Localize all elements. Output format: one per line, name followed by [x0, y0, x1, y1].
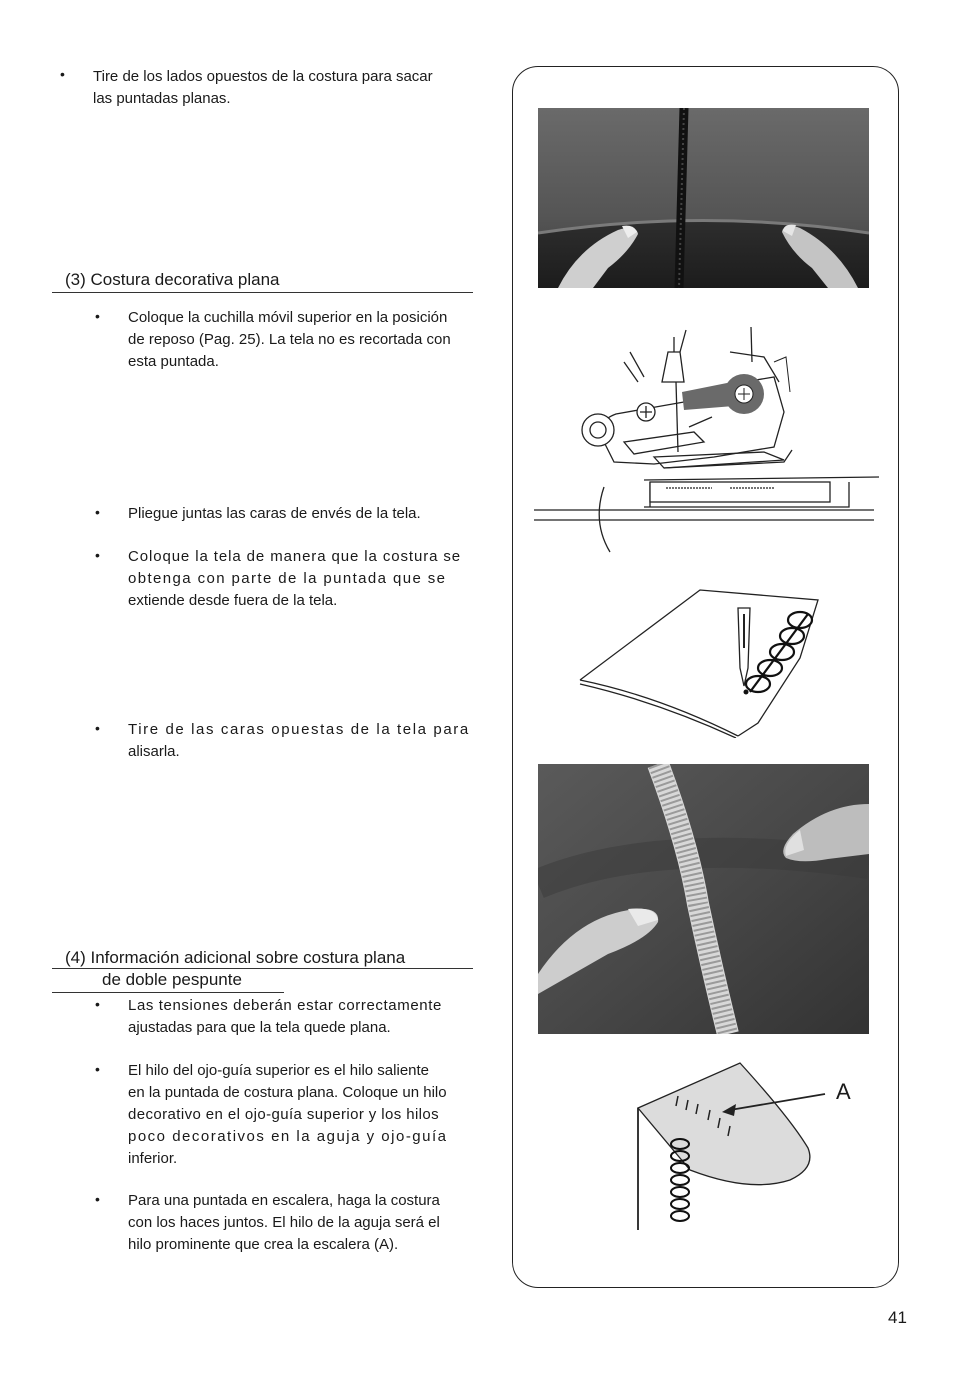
section-3-heading: (3) Costura decorativa plana — [65, 270, 280, 289]
s3-item4-bullet: • — [95, 720, 100, 736]
section-4-heading-line-1: (4) Información adicional sobre costura plana — [65, 948, 406, 967]
s4-item3-line-3: hilo prominente que crea la escalera (A). — [128, 1236, 399, 1253]
s3-item3-bullet: • — [95, 547, 100, 563]
diagram-upper-knife-presser-foot — [534, 322, 880, 554]
photo-flat-seam-closeup — [538, 764, 869, 1034]
s4-item2-line-3: decorativo en el ojo-guía superior y los hilos — [128, 1106, 440, 1123]
s4-item2-line-1: El hilo del ojo-guía superior es el hilo saliente — [128, 1062, 430, 1079]
s3-item4-line-2: alisarla. — [128, 743, 180, 760]
s4-item2-line-5: inferior. — [128, 1150, 178, 1167]
s3-item3-line-2: obtenga con parte de la puntada que se — [128, 570, 447, 587]
s3-item3-line-3: extiende desde fuera de la tela. — [128, 592, 338, 609]
s3-item1-line-1: Coloque la cuchilla móvil superior en la posición — [128, 309, 448, 326]
s3-item2-line-1: Pliegue juntas las caras de envés de la tela. — [128, 505, 421, 522]
s3-item2-bullet: • — [95, 504, 100, 520]
intro-bullet: • — [60, 66, 65, 82]
page-number: 41 — [888, 1308, 907, 1327]
s3-item1-bullet: • — [95, 308, 100, 324]
intro-text-line-1: Tire de los lados opuestos de la costura para sacar — [93, 68, 433, 85]
s4-item1-line-2: ajustadas para que la tela quede plana. — [128, 1019, 391, 1036]
s4-item2-line-2: en la puntada de costura plana. Coloque un hilo — [128, 1084, 447, 1101]
s4-item3-line-1: Para una puntada en escalera, haga la costura — [128, 1192, 440, 1209]
section-3-rule — [52, 292, 473, 293]
s4-item1-bullet: • — [95, 996, 100, 1012]
diagram-ladder-stitch — [630, 1058, 830, 1234]
s3-item1-line-2: de reposo (Pag. 25). La tela no es recortada con — [128, 331, 451, 348]
intro-text-line-2: las puntadas planas. — [93, 90, 231, 107]
s4-item3-bullet: • — [95, 1191, 100, 1207]
s3-item1-line-3: esta puntada. — [128, 353, 219, 370]
figure-label-a: A — [836, 1079, 851, 1104]
photo-flat-seam-pulled — [538, 108, 869, 288]
diagram-folded-fabric-needle — [578, 588, 830, 738]
s3-item4-line-1: Tire de las caras opuestas de la tela para — [128, 721, 470, 738]
s4-item1-line-1: Las tensiones deberán estar correctamente — [128, 997, 442, 1014]
s4-item3-line-2: con los haces juntos. El hilo de la aguja será el — [128, 1214, 440, 1231]
s3-item3-line-1: Coloque la tela de manera que la costura se — [128, 548, 462, 565]
s4-item2-line-4: poco decorativos en la aguja y ojo-guía — [128, 1128, 448, 1145]
section-4-rule-2 — [52, 992, 284, 993]
section-4-heading-line-2: de doble pespunte — [102, 970, 242, 989]
s4-item2-bullet: • — [95, 1061, 100, 1077]
